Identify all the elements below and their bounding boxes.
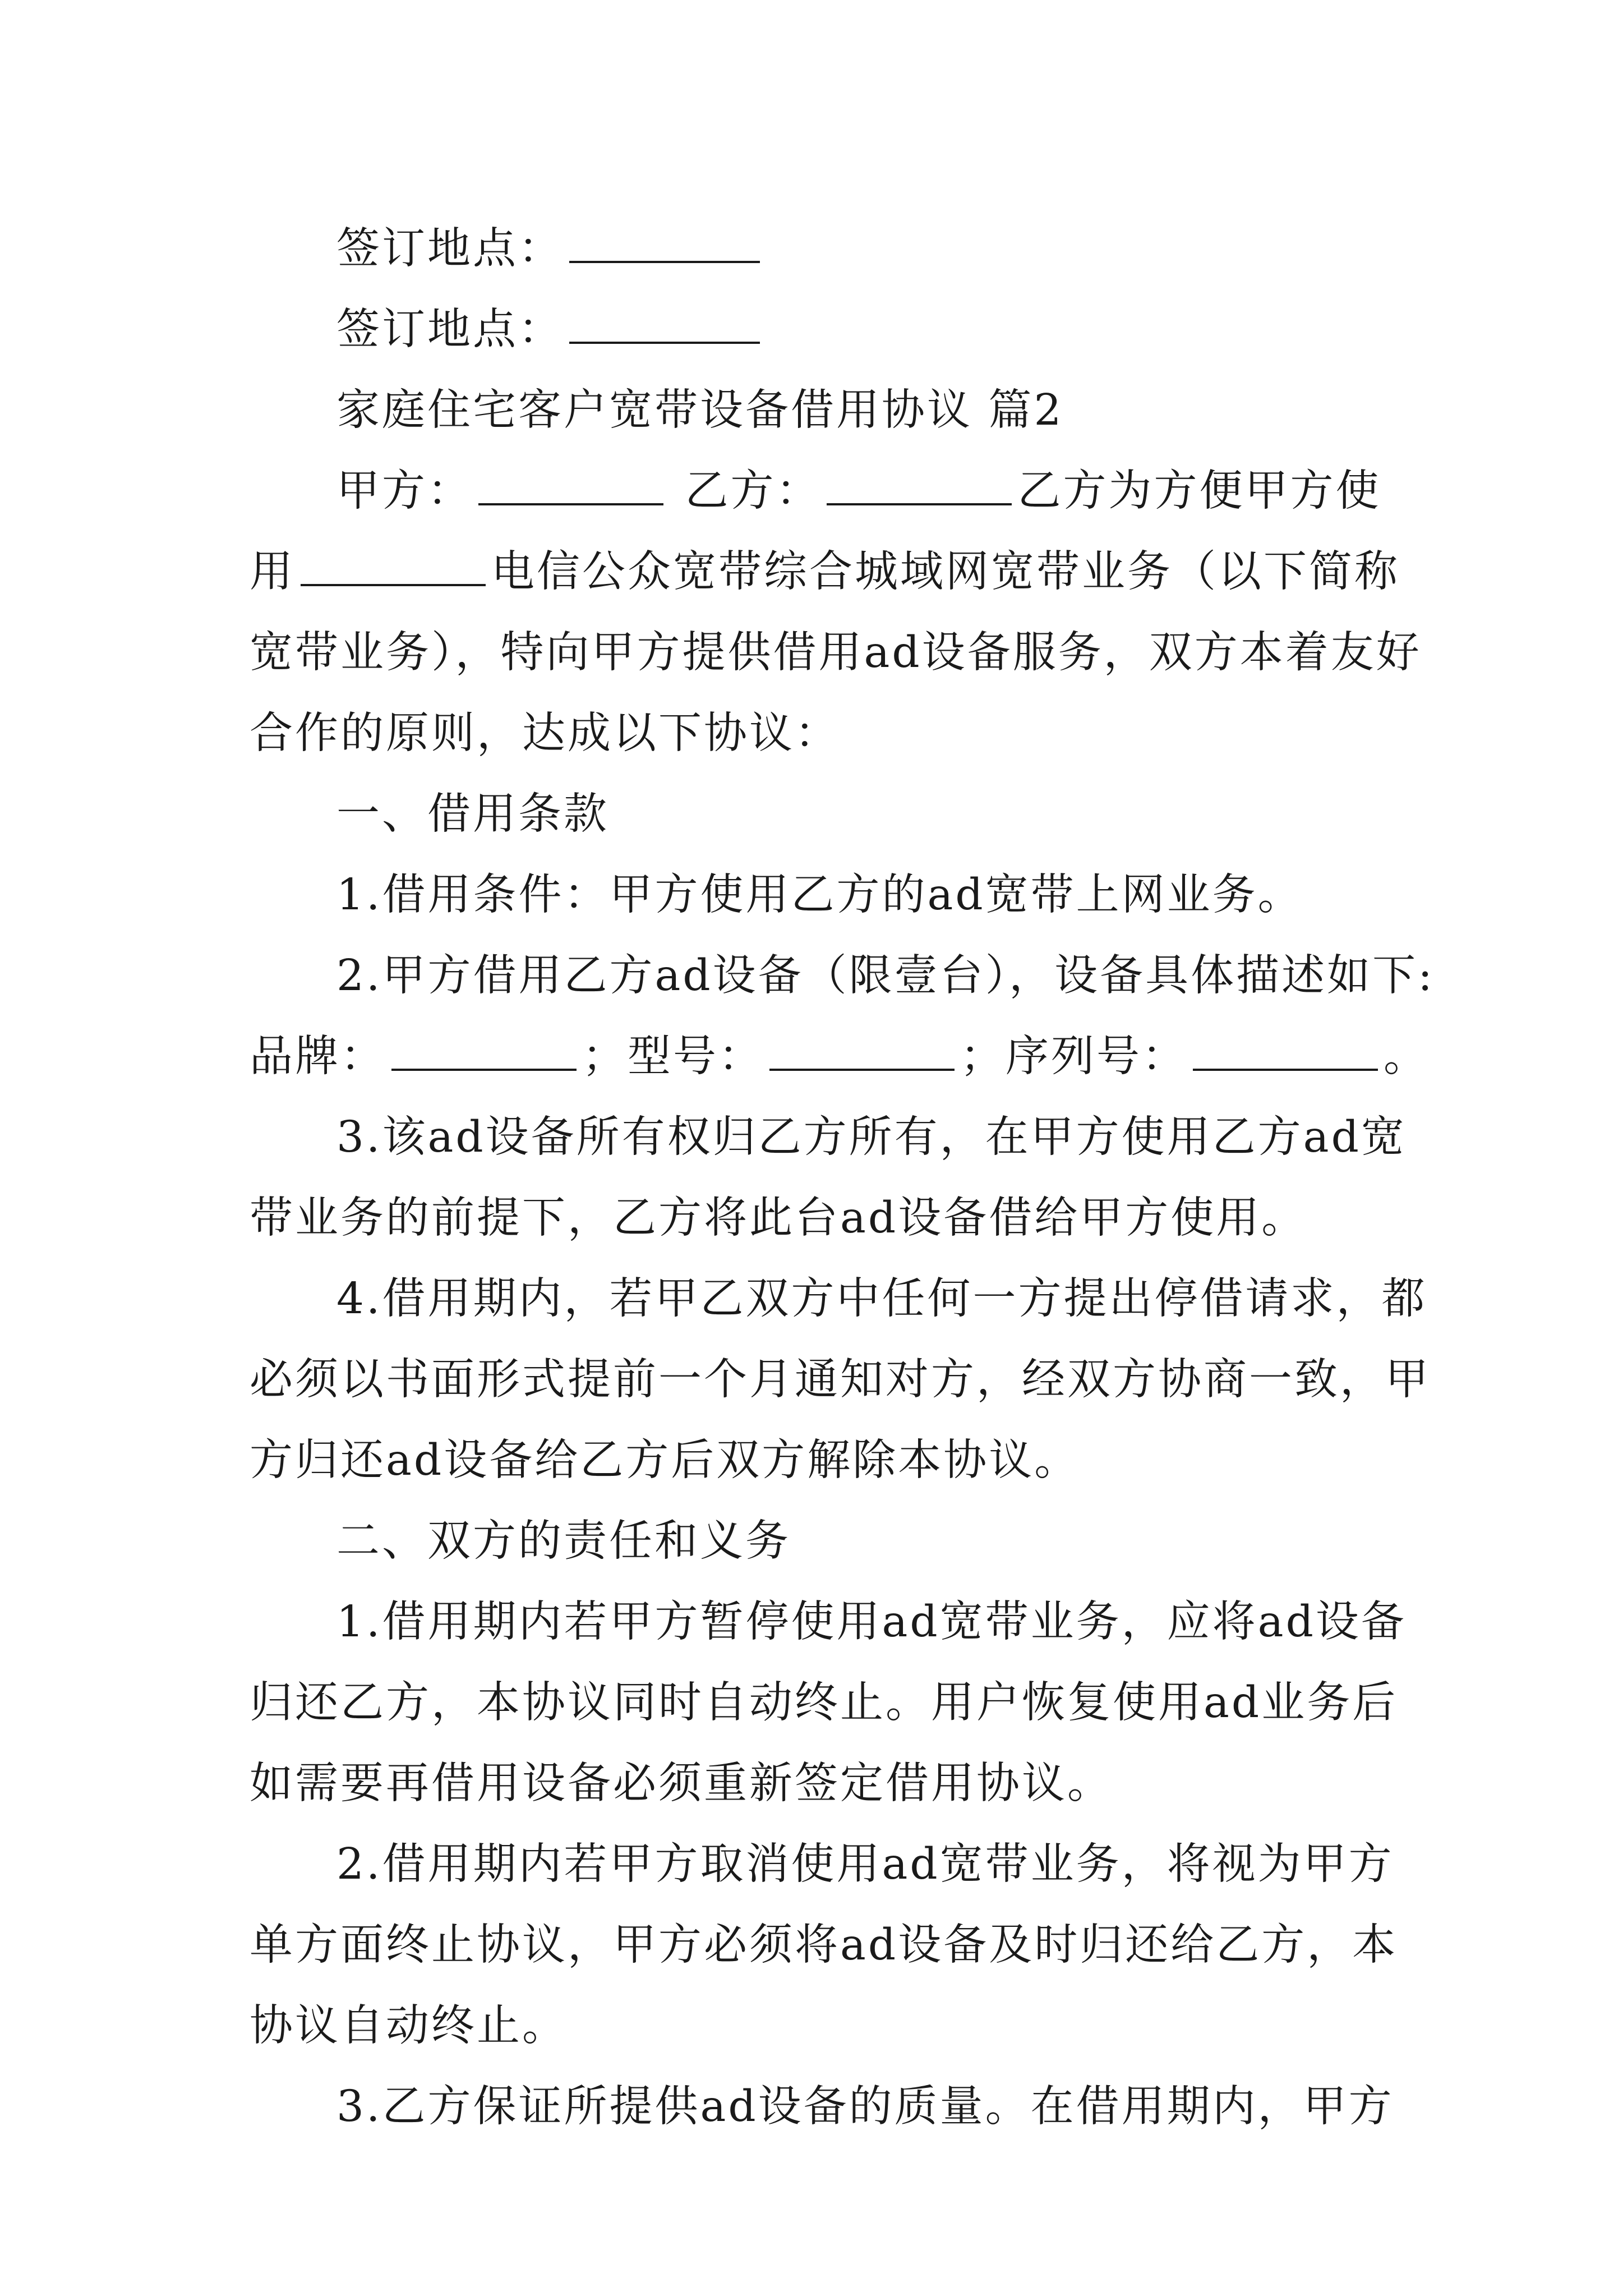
party-b-label: 乙方： [685, 466, 822, 516]
s1-item-2-line-1 [250, 936, 1435, 1016]
clause-text: 方归还ad设备给乙方后双方解除本协议。 [250, 1435, 1080, 1485]
sign-place-blank [569, 302, 760, 344]
model-blank [769, 1029, 955, 1071]
sign-place-label: 签订地点： [336, 224, 564, 274]
sign-place-line-2 [250, 289, 1377, 370]
s2-item-2-line-2 [250, 1905, 1398, 1986]
intro-tail: 乙方为方便甲方使 [1017, 466, 1381, 516]
serial-blank [1193, 1029, 1378, 1071]
clause-text: 1.借用条件：甲方使用乙方的ad宽带上网业务。 [336, 870, 1303, 920]
parties-line-2 [250, 532, 1400, 613]
party-a-blank [478, 464, 663, 505]
s2-item-3-line-1 [250, 2067, 1394, 2147]
clause-text: 2.甲方借用乙方ad设备（限壹台），设备具体描述如下: [336, 951, 1435, 1001]
s1-item-3-line-2 [250, 1178, 1377, 1259]
clause-text: 3.该ad设备所有权归乙方所有，在甲方使用乙方ad宽 [336, 1112, 1407, 1162]
section-1-title [250, 774, 1377, 855]
clause-text: 协议自动终止。 [250, 2001, 568, 2051]
s1-item-4-line-1 [250, 1259, 1427, 1340]
s1-item-1 [250, 855, 1377, 936]
clause-text: 4.借用期内，若甲乙双方中任何一方提出停借请求，都 [336, 1274, 1427, 1324]
parties-line-3 [250, 613, 1422, 693]
clause-text: 单方面终止协议，甲方必须将ad设备及时归还给乙方，本 [250, 1920, 1398, 1970]
paragraph-text: 合作的原则，达成以下协议： [250, 708, 840, 758]
line-end: 。 [1384, 1032, 1429, 1082]
section-heading: 一、借用条款 [336, 789, 609, 839]
city-blank [301, 545, 486, 586]
party-b-blank [827, 464, 1012, 505]
clause-text: 必须以书面形式提前一个月通知对方，经双方协商一致，甲 [250, 1355, 1431, 1405]
s1-item-4-line-3 [250, 1420, 1377, 1501]
s2-item-1-line-1 [250, 1582, 1407, 1663]
s2-item-1-line-3 [250, 1743, 1377, 1824]
agreement-title [250, 370, 1377, 451]
s1-item-2-line-2 [250, 1016, 1429, 1097]
serial-label: ；序列号： [960, 1032, 1187, 1082]
s1-item-3-line-1 [250, 1097, 1407, 1178]
sign-place-label: 签订地点： [336, 305, 564, 355]
sign-place-blank [569, 222, 760, 263]
document-page [250, 209, 1435, 2147]
clause-text: 带业务的前提下，乙方将此台ad设备借给甲方使用。 [250, 1193, 1307, 1243]
brand-blank [391, 1029, 577, 1071]
line2-head: 用 [250, 547, 295, 597]
party-a-label: 甲方： [336, 466, 473, 516]
section-heading: 二、双方的责任和义务 [336, 1516, 791, 1566]
s2-item-2-line-1 [250, 1824, 1394, 1905]
s2-item-1-line-2 [250, 1663, 1398, 1743]
clause-text: 3.乙方保证所提供ad设备的质量。在借用期内，甲方 [336, 2082, 1394, 2132]
clause-text: 2.借用期内若甲方取消使用ad宽带业务，将视为甲方 [336, 1839, 1394, 1889]
parties-line-1 [250, 451, 1381, 532]
parties-line-4 [250, 693, 1377, 774]
s1-item-4-line-2 [250, 1340, 1431, 1420]
line2-tail: 电信公众宽带综合城域网宽带业务（以下简称 [491, 547, 1400, 597]
brand-label: 品牌： [250, 1032, 386, 1082]
model-label: ；型号： [582, 1032, 764, 1082]
sign-place-line-1 [250, 209, 1377, 289]
clause-text: 1.借用期内若甲方暂停使用ad宽带业务，应将ad设备 [336, 1597, 1407, 1647]
s2-item-2-line-3 [250, 1986, 1377, 2067]
agreement-title-text: 家庭住宅客户宽带设备借用协议 篇2 [336, 385, 1064, 435]
clause-text: 归还乙方，本协议同时自动终止。用户恢复使用ad业务后 [250, 1678, 1398, 1728]
paragraph-text: 宽带业务），特向甲方提供借用ad设备服务，双方本着友好 [250, 628, 1422, 678]
section-2-title [250, 1501, 1377, 1582]
clause-text: 如需要再借用设备必须重新签定借用协议。 [250, 1759, 1113, 1809]
